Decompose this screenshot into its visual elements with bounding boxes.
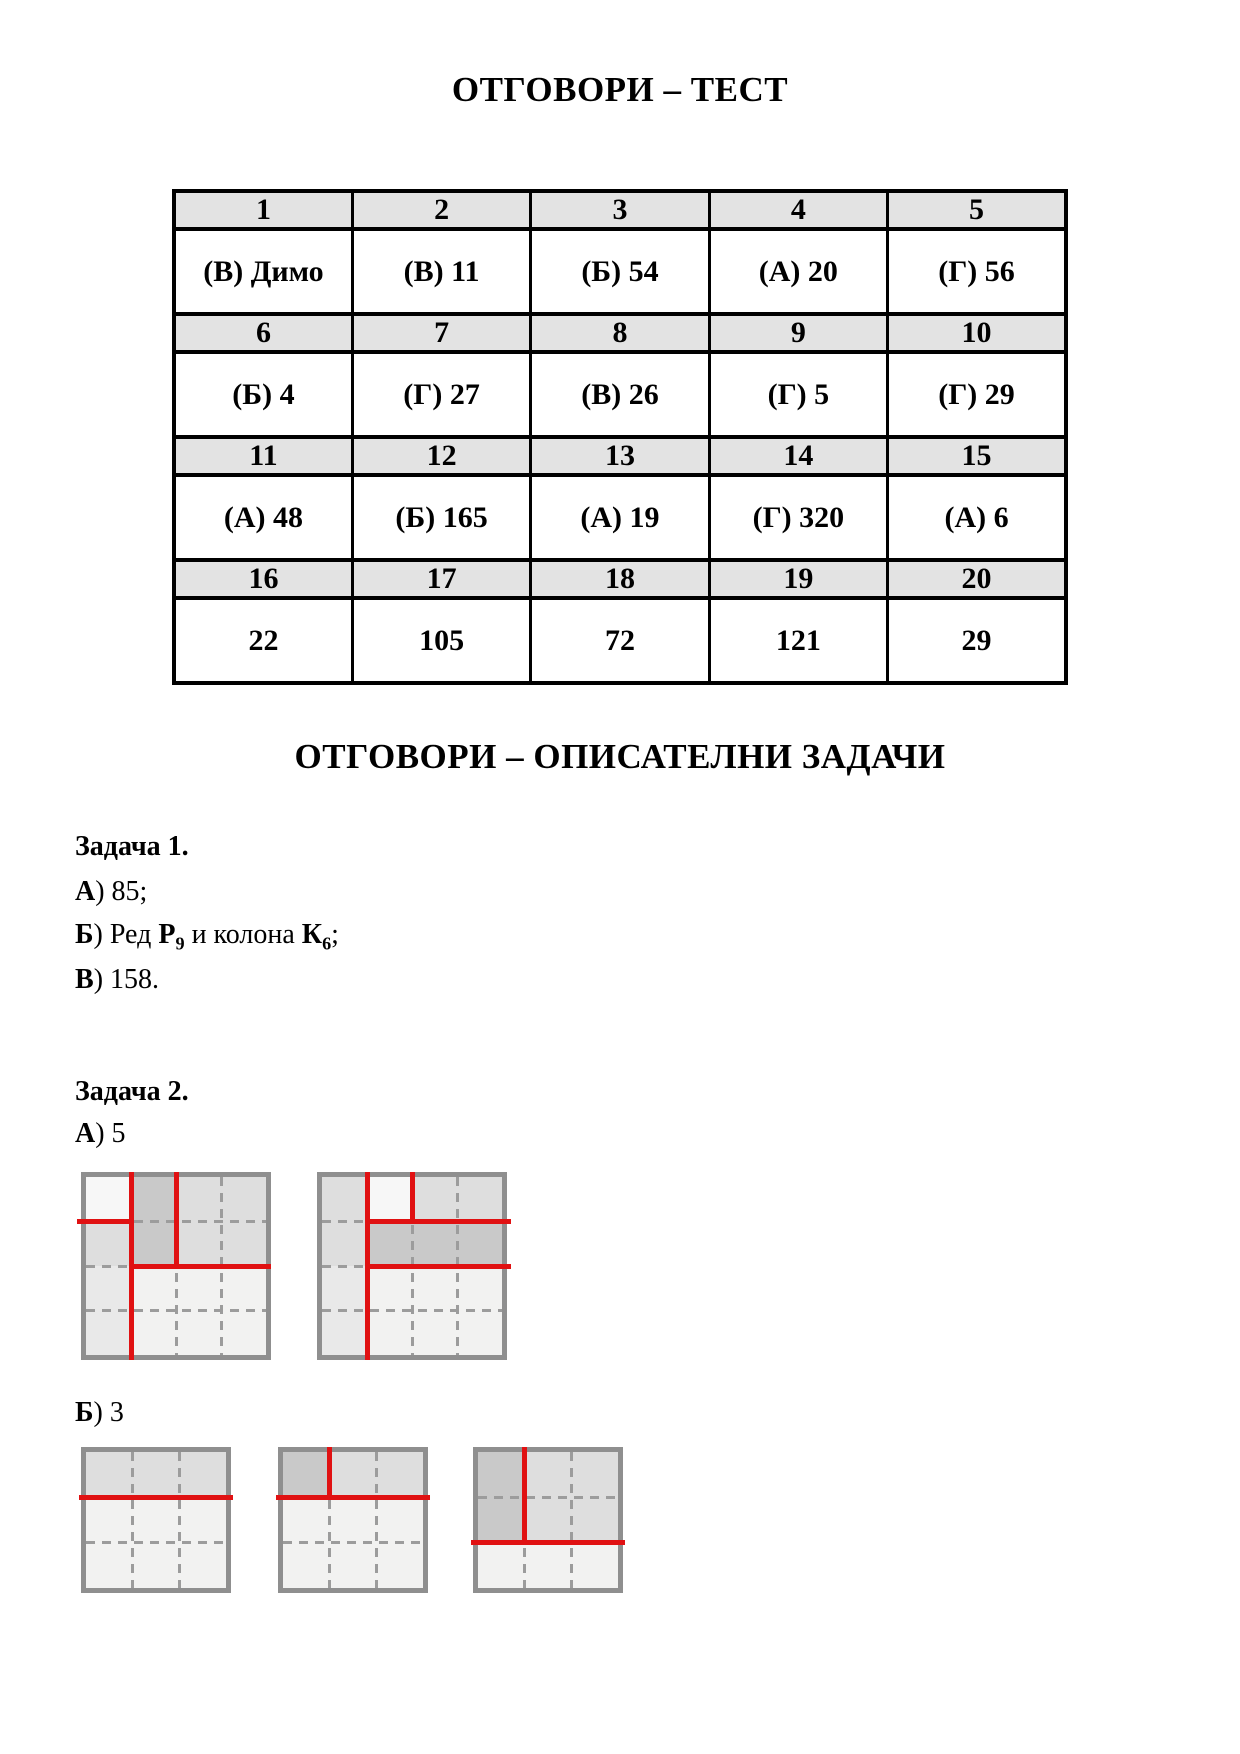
grid-cell	[367, 1222, 412, 1267]
fraction-grid-b2	[278, 1447, 428, 1593]
page-title: ОТГОВОРИ – ТЕСТ	[451, 70, 789, 109]
table-answer-row	[174, 598, 1066, 683]
grid-cell	[86, 1452, 133, 1497]
dashed-gridline	[322, 1309, 502, 1312]
answer-v-text: ) 158.	[93, 964, 160, 995]
grid-cell	[176, 1266, 221, 1311]
grid-cell	[457, 1266, 502, 1311]
fraction-grid-b1	[81, 1447, 231, 1593]
grid-cell	[86, 1177, 131, 1222]
answer-b-text-1: ) Ред	[93, 919, 159, 950]
dashed-gridline	[86, 1309, 266, 1312]
table-answer-cell: 29	[888, 598, 1066, 683]
red-partition-line	[77, 1219, 131, 1224]
dashed-gridline	[178, 1452, 181, 1588]
answer-a-label: А	[75, 1118, 96, 1149]
section-title-descriptive: ОТГОВОРИ – ОПИСАТЕЛНИ ЗАДАЧИ	[294, 737, 946, 776]
table-answer-cell: (В) 11	[352, 229, 530, 314]
grid-cell	[221, 1311, 266, 1356]
red-partition-line	[522, 1447, 527, 1543]
grid-cell	[221, 1222, 266, 1267]
table-answer-row	[174, 475, 1066, 560]
table-header-cell: 16	[174, 560, 352, 598]
fraction-grid-b3	[473, 1447, 623, 1593]
column-symbol: К	[301, 919, 323, 950]
grid-cell	[131, 1311, 176, 1356]
answer-a-text: ) 85;	[95, 876, 148, 907]
table-header-cell: 5	[888, 191, 1066, 229]
dashed-gridline	[375, 1452, 378, 1588]
grid-cell	[133, 1543, 180, 1588]
answers-table	[172, 189, 1068, 685]
table-answer-cell: (А) 48	[174, 475, 352, 560]
row-symbol: Р	[158, 919, 176, 950]
grid-cell	[478, 1543, 525, 1588]
table-answer-cell: (Б) 4	[174, 352, 352, 437]
column-subscript: 6	[322, 933, 332, 954]
grid-cell	[86, 1497, 133, 1542]
table-answer-cell: 121	[709, 598, 887, 683]
grid-cell	[525, 1452, 572, 1497]
grid-cell	[133, 1497, 180, 1542]
answer-a-label: А	[75, 876, 96, 907]
grid-cell	[322, 1177, 367, 1222]
table-header-cell: 2	[352, 191, 530, 229]
table-answer-cell: 72	[531, 598, 709, 683]
table-answer-cell: (В) 26	[531, 352, 709, 437]
grid-cell	[376, 1497, 423, 1542]
problem-1-answer-a	[75, 875, 147, 909]
grid-cell	[412, 1222, 457, 1267]
table-header-cell: 12	[352, 437, 530, 475]
grid-cell	[457, 1222, 502, 1267]
table-header-cell: 18	[531, 560, 709, 598]
table-header-cell: 4	[709, 191, 887, 229]
answer-a-value: ) 5	[95, 1118, 126, 1149]
dashed-gridline	[570, 1452, 573, 1588]
red-partition-line	[131, 1264, 271, 1269]
problem-2-answer-b-label	[75, 1396, 124, 1430]
dashed-gridline	[86, 1541, 226, 1544]
grid-cell	[376, 1543, 423, 1588]
dashed-gridline	[131, 1452, 134, 1588]
answer-b-label: Б	[75, 919, 94, 950]
table-answer-cell: (Б) 54	[531, 229, 709, 314]
red-partition-line	[276, 1495, 430, 1500]
grid-cell	[478, 1497, 525, 1542]
table-answer-cell: 22	[174, 598, 352, 683]
table-header-cell: 11	[174, 437, 352, 475]
table-header-cell: 15	[888, 437, 1066, 475]
table-header-cell: 19	[709, 560, 887, 598]
grid-cell	[86, 1311, 131, 1356]
grid-cell	[283, 1452, 330, 1497]
grid-cell	[330, 1452, 377, 1497]
grid-cell	[525, 1543, 572, 1588]
grid-cell	[179, 1497, 226, 1542]
table-answer-cell: (А) 6	[888, 475, 1066, 560]
problem-2-answer-a-label	[75, 1117, 126, 1151]
problem-1-answer-v	[75, 963, 159, 997]
table-header-cell: 3	[531, 191, 709, 229]
grid-cell	[367, 1311, 412, 1356]
table-answer-cell: (В) Димо	[174, 229, 352, 314]
grid-cell	[367, 1266, 412, 1311]
grid-cell	[176, 1222, 221, 1267]
dashed-gridline	[478, 1496, 618, 1499]
grid-cell	[330, 1497, 377, 1542]
table-answer-cell: (Г) 5	[709, 352, 887, 437]
table-answer-row	[174, 229, 1066, 314]
grid-cell	[221, 1266, 266, 1311]
fraction-grid-a2	[317, 1172, 507, 1360]
grid-cell	[283, 1497, 330, 1542]
grid-cell	[176, 1177, 221, 1222]
table-answer-cell: (Б) 165	[352, 475, 530, 560]
red-partition-line	[367, 1264, 511, 1269]
grid-cell	[457, 1177, 502, 1222]
problem-1-heading: Задача 1.	[75, 831, 189, 862]
dashed-gridline	[283, 1541, 423, 1544]
grid-cell	[283, 1543, 330, 1588]
table-answer-cell: 105	[352, 598, 530, 683]
grid-cell	[571, 1543, 618, 1588]
red-partition-line	[367, 1219, 511, 1224]
table-header-row	[174, 560, 1066, 598]
grid-cell	[322, 1222, 367, 1267]
grid-cell	[376, 1452, 423, 1497]
grid-cell	[322, 1311, 367, 1356]
table-header-cell: 14	[709, 437, 887, 475]
table-header-cell: 17	[352, 560, 530, 598]
table-answer-cell: (Г) 27	[352, 352, 530, 437]
table-header-cell: 13	[531, 437, 709, 475]
table-header-row	[174, 191, 1066, 229]
answer-b-text-2: и колона	[184, 919, 302, 950]
grid-cell	[412, 1266, 457, 1311]
table-answer-cell: (А) 20	[709, 229, 887, 314]
table-answer-cell: (Г) 56	[888, 229, 1066, 314]
table-header-cell: 10	[888, 314, 1066, 352]
grid-cell	[179, 1452, 226, 1497]
table-header-cell: 1	[174, 191, 352, 229]
answer-v-label: В	[75, 964, 94, 995]
row-subscript: 9	[175, 933, 185, 954]
grid-cell	[457, 1311, 502, 1356]
table-header-cell: 7	[352, 314, 530, 352]
table-header-row	[174, 314, 1066, 352]
table-answer-cell: (Г) 320	[709, 475, 887, 560]
table-answer-cell: (А) 19	[531, 475, 709, 560]
grid-cell	[412, 1311, 457, 1356]
red-partition-line	[410, 1172, 415, 1222]
grid-cell	[367, 1177, 412, 1222]
table-header-cell: 8	[531, 314, 709, 352]
grid-cell	[478, 1452, 525, 1497]
grid-cell	[131, 1266, 176, 1311]
fraction-grid-a1	[81, 1172, 271, 1360]
grid-cell	[176, 1311, 221, 1356]
red-partition-line	[174, 1172, 179, 1266]
grid-cell	[571, 1497, 618, 1542]
table-answer-row	[174, 352, 1066, 437]
red-partition-line	[471, 1540, 625, 1545]
grid-cell	[571, 1452, 618, 1497]
table-header-row	[174, 437, 1066, 475]
answer-b-value: ) 3	[93, 1397, 124, 1428]
table-answer-cell: (Г) 29	[888, 352, 1066, 437]
grid-cell	[131, 1177, 176, 1222]
grid-cell	[86, 1543, 133, 1588]
red-partition-line	[79, 1495, 233, 1500]
table-header-cell: 6	[174, 314, 352, 352]
grid-cell	[322, 1266, 367, 1311]
grid-cell	[221, 1177, 266, 1222]
grid-cell	[330, 1543, 377, 1588]
answer-b-label: Б	[75, 1397, 94, 1428]
problem-2-heading: Задача 2.	[75, 1076, 189, 1107]
table-header-cell: 20	[888, 560, 1066, 598]
grid-cell	[525, 1497, 572, 1542]
problem-1-answer-b	[75, 918, 339, 961]
grid-cell	[86, 1266, 131, 1311]
answer-b-end: ;	[331, 919, 339, 950]
table-header-cell: 9	[709, 314, 887, 352]
grid-cell	[133, 1452, 180, 1497]
grid-cell	[86, 1222, 131, 1267]
grid-cell	[412, 1177, 457, 1222]
grid-cell	[179, 1543, 226, 1588]
grid-cell	[131, 1222, 176, 1267]
red-partition-line	[327, 1447, 332, 1497]
